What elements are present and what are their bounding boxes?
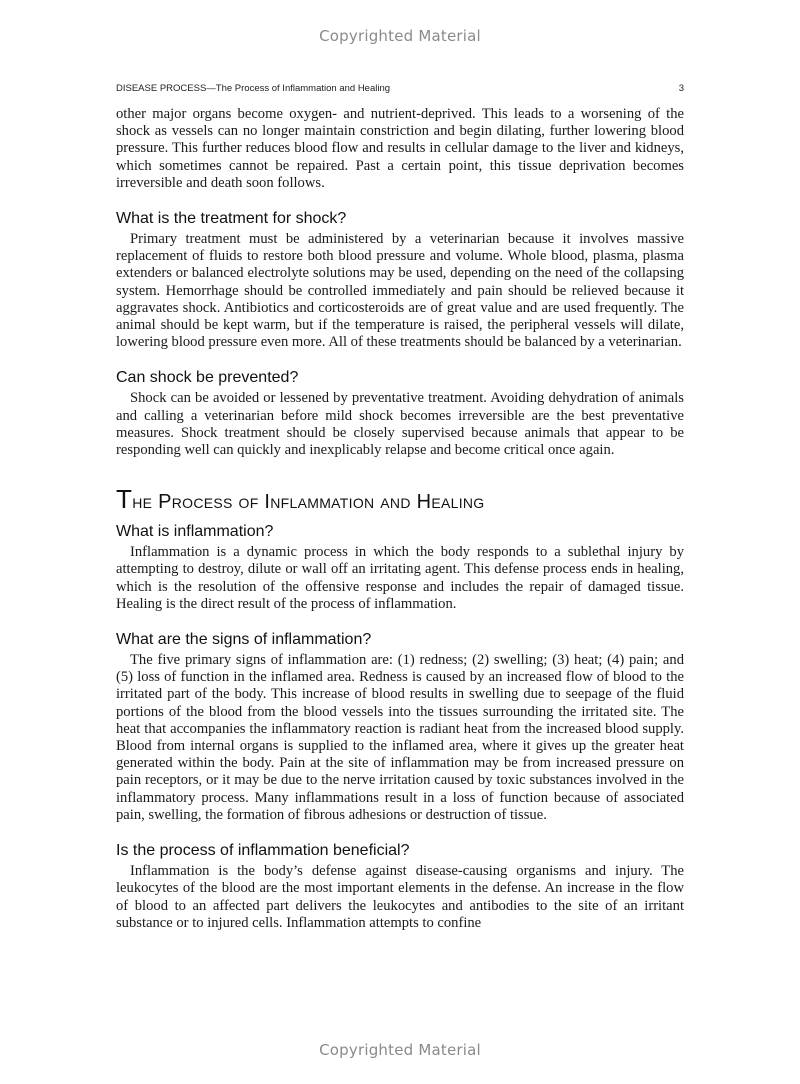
paragraph-shock-prevented: Shock can be avoided or lessened by preventative treatment. Avoiding dehydration of animals and calling a veterinarian before mild shock becomes irreversible are the best preventative measures. Shock treatment should be closely supervised because animals that appear to be responding well can quickly and inexplicably relapse and become critical once again. (116, 390, 684, 459)
page-content (116, 106, 684, 932)
running-header-title: DISEASE PROCESS—The Process of Inflammation and Healing (116, 83, 391, 94)
running-header (116, 83, 684, 97)
intro-paragraph: other major organs become oxygen- and nutrient-deprived. This leads to a worsening of the shock as vessels can no longer maintain constriction and begin dilating, further lowering blood pressure. This further reduces blood flow and results in cellular damage to the liver and kidneys, which sometimes cannot be repaired. Past a certain point, this tissue deprivation becomes irreversible and death soon follows. (116, 106, 684, 191)
page-number: 3 (678, 83, 684, 94)
watermark-bottom: Copyrighted Material (319, 1041, 481, 1059)
heading-signs-of-inflammation: What are the signs of inflammation? (116, 631, 372, 649)
heading-treatment-for-shock: What is the treatment for shock? (116, 210, 347, 228)
paragraph-signs-of-inflammation: The five primary signs of inflammation are: (1) redness; (2) swelling; (3) heat; (4) pain; and (5) loss of function in the inflamed area. Redness is caused by an increased flow of blood to the irritated part of the body. This increase of blood results in swelling due to seepage of the fluid portions of the blood from the blood vessels into the tissues surrounding the irritated site. The heat that accompanies the inflammatory reaction is radiant heat from the increased blood supply. Blood from internal organs is supplied to the inflamed area, where it gives up the greater heat generated within the body. Pain at the site of inflammation may be from increased pressure on pain receptors, or it may be due to the nerve irritation caused by toxic substances involved in the inflammatory process. Many inflammations result in a loss of function because of associated pain, swelling, the formation of fibrous adhesions or destruction of tissue. (116, 652, 684, 823)
section-title: The Process of Inflammation and Healing (116, 484, 485, 515)
paragraph-inflammation-beneficial: Inflammation is the body’s defense against disease-causing organisms and injury. The leukocytes of the blood are the most important elements in the defense. An increase in the flow of blood to an affected part delivers the leukocytes and antibodies to the site of an irritant substance or to injured cells. Inflammation attempts to confine (116, 863, 684, 931)
heading-shock-prevented: Can shock be prevented? (116, 369, 299, 387)
paragraph-treatment-for-shock: Primary treatment must be administered by a veterinarian because it involves massive replacement of fluids to restore both blood pressure and volume. Whole blood, plasma, plasma extenders or balanced electrolyte solutions may be used, depending on the need of the collapsing system. Hemorrhage should be controlled immediately and pain should be relieved because it aggravates shock. Antibiotics and corticosteroids are of great value and are used frequently. The animal should be kept warm, but if the temperature is raised, the peripheral vessels will dilate, lowering blood pressure even more. All of these treatments should be balanced by a veterinarian. (116, 231, 684, 351)
watermark-top: Copyrighted Material (319, 27, 481, 45)
heading-what-is-inflammation: What is inflammation? (116, 523, 274, 541)
heading-inflammation-beneficial: Is the process of inflammation beneficial? (116, 842, 410, 860)
paragraph-what-is-inflammation: Inflammation is a dynamic process in which the body responds to a sublethal injury by attempting to destroy, dilute or wall off an irritating agent. This defense process ends in healing, which is the resolution of the offensive response and includes the repair of damaged tissue. Healing is the direct result of the process of inflammation. (116, 544, 684, 612)
